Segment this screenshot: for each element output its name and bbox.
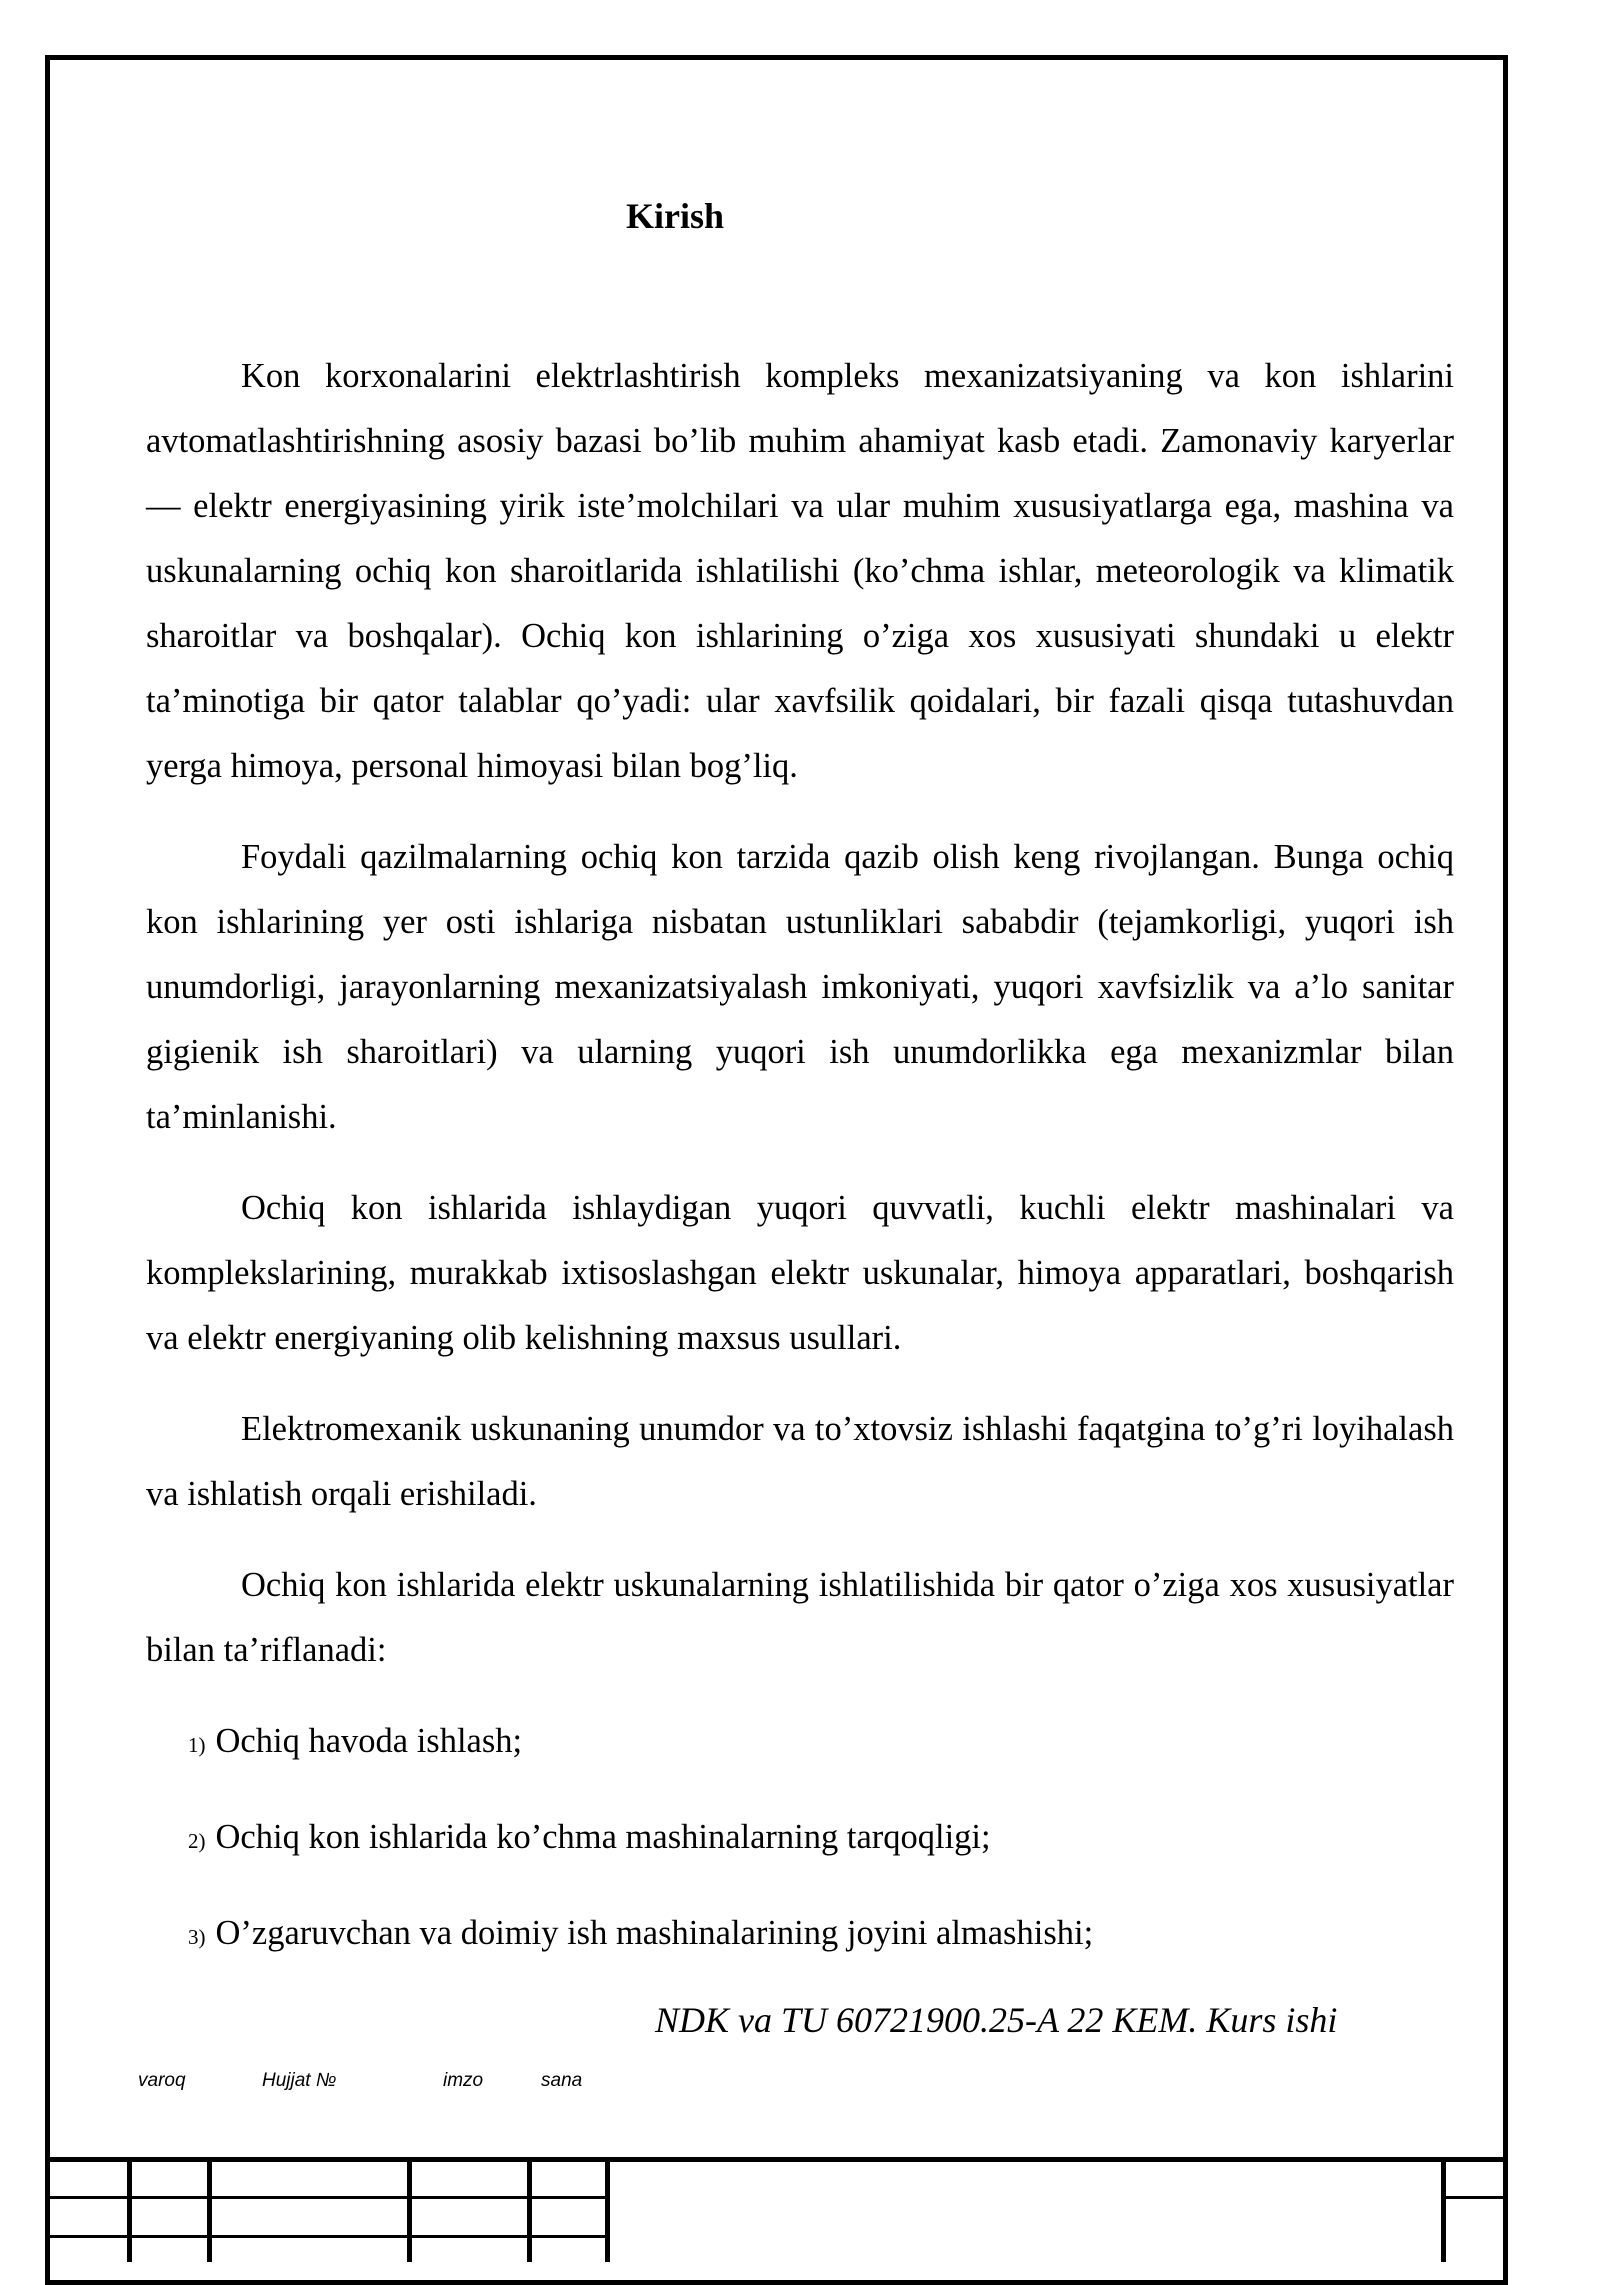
list-item bbox=[188, 1709, 1454, 1778]
list-item-text: Ochiq kon ishlarida ko’chma mashinalarning tarqoqligi; bbox=[215, 1818, 991, 1856]
stamp-column-rule bbox=[207, 2157, 212, 2262]
stamp-column-rule bbox=[605, 2157, 610, 2262]
paragraph-2: Foydali qazilmalarning ochiq kon tarzida qazib olish keng rivojlangan. Bunga ochiq kon ishlarining yer osti ishlariga nisbatan ustunliklari sababdir (tejamkorligi, yuqori ish unumdorligi, jarayonlarning mexanizatsiyalash imkoniyati, yuqori xavfsizlik va a’lo sanitar gigienik ish sharoitlari) va ularning yuqori ish unumdorlikka ega mexanizmlar bilan ta’minlanishi. bbox=[146, 838, 1454, 1136]
stamp-label-hujjat: Hujjat № bbox=[262, 2070, 337, 2091]
list-item-text: Ochiq havoda ishlash; bbox=[215, 1722, 523, 1760]
list-item bbox=[188, 1901, 1454, 1970]
stamp-document-code: NDK va TU 60721900.25-A 22 KEM. Kurs ishi bbox=[655, 2000, 1338, 2040]
paragraph-3: Ochiq kon ishlarida ishlaydigan yuqori quvvatli, kuchli elektr mashinalari va komplekslarining, murakkab ixtisoslashgan elektr uskunalar, himoya apparatlari, boshqarish va elektr energiyaning olib kelishning maxsus usullari. bbox=[146, 1189, 1454, 1357]
stamp-label-varoq: varoq bbox=[138, 2070, 186, 2091]
stamp-column-rule bbox=[127, 2157, 132, 2262]
stamp-sheet-rule bbox=[1443, 2196, 1508, 2199]
list-item-text: O’zgaruvchan va doimiy ish mashinalarining joyini almashishi; bbox=[215, 1914, 1094, 1952]
paragraph-5: Ochiq kon ishlarida elektr uskunalarning ishlatilishida bir qator o’ziga xos xususiyatlar bilan ta’riflanadi: bbox=[146, 1566, 1454, 1669]
stamp-label-sana: sana bbox=[541, 2070, 583, 2091]
list-item-number: 3) bbox=[188, 1925, 206, 1949]
stamp-label-imzo: imzo bbox=[443, 2070, 484, 2091]
stamp-column-rule bbox=[407, 2157, 412, 2262]
list-item-number: 1) bbox=[188, 1733, 206, 1757]
list-item-number: 2) bbox=[188, 1829, 206, 1853]
stamp-column-rule bbox=[527, 2157, 532, 2262]
page-title: Kirish bbox=[625, 196, 724, 236]
paragraph-1: Kon korxonalarini elektrlashtirish kompleks mexanizatsiyaning va kon ishlarini avtomatlashtirishning asosiy bazasi bo’lib muhim ahamiyat kasb etadi. Zamonaviy karyerlar — elektr energiyasining yirik iste’molchilari va ular muhim xususiyatlarga ega, mashina va uskunalarning ochiq kon sharoitlarida ishlatilishi (ko’chma ishlar, meteorologik va klimatik sharoitlar va boshqalar). Ochiq kon ishlarining o’ziga xos xususiyati shundaki u elektr ta’minotiga bir qator talablar qo’yadi: ular xavfsilik qoidalari, bir fazali qisqa tutashuvdan yerga himoya, personal himoyasi bilan bog’liq. bbox=[146, 357, 1454, 785]
stamp-column-rule bbox=[1441, 2157, 1446, 2262]
paragraph-4: Elektromexanik uskunaning unumdor va to’xtovsiz ishlashi faqatgina to’g’ri loyihalash va ishlatish orqali erishiladi. bbox=[146, 1410, 1454, 1513]
document-body bbox=[146, 344, 1454, 1997]
list-item bbox=[188, 1805, 1454, 1874]
stamp-top-rule bbox=[45, 2157, 1508, 2162]
feature-list bbox=[146, 1709, 1454, 1970]
